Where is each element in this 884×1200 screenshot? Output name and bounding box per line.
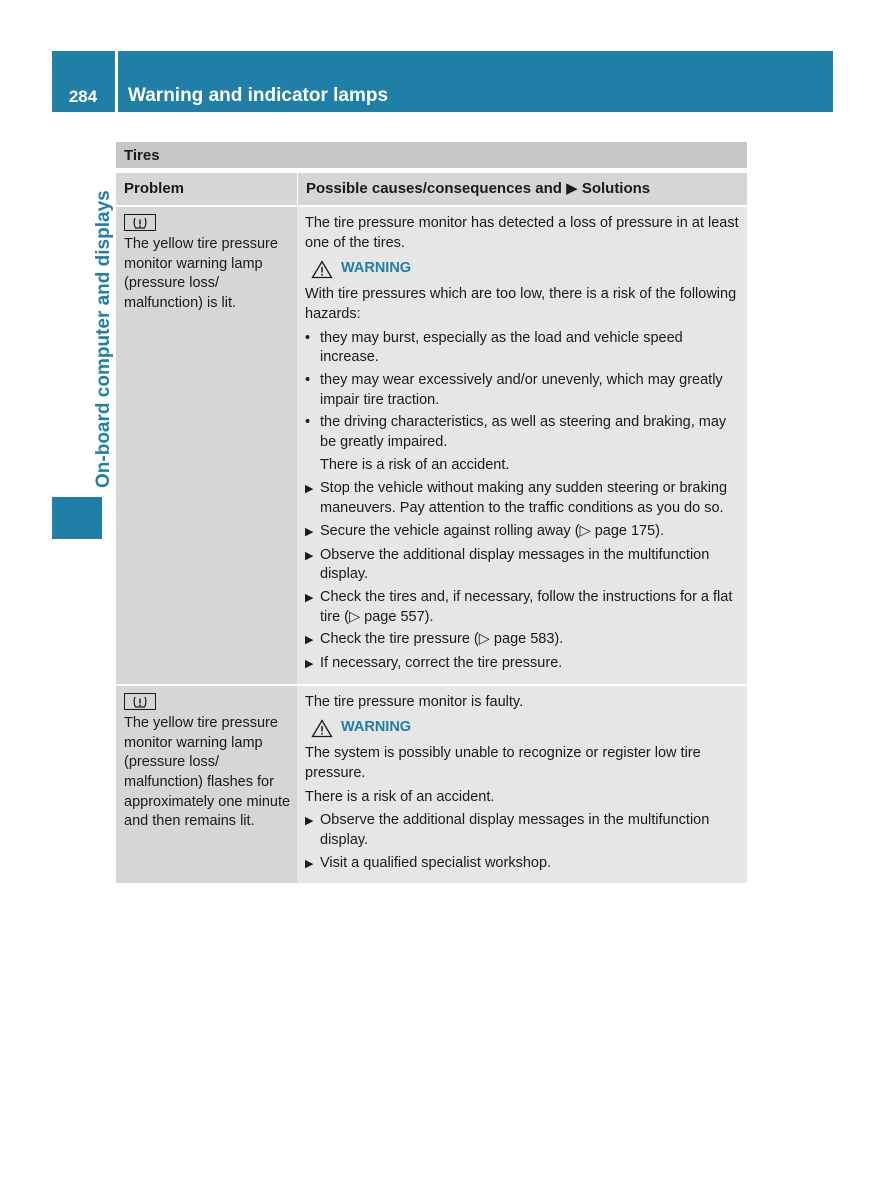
column-header-solution: Possible causes/consequences and ▶ Solutions — [297, 173, 747, 205]
cause-text: The tire pressure monitor has detected a loss of pressure in at least one of the tires. — [305, 215, 739, 251]
column-header-problem: Problem — [124, 180, 185, 197]
step-text: Stop the vehicle without making any sudden steering or braking maneuvers. Pay attention to the traffic conditions as you do so. — [320, 480, 728, 517]
warning-heading — [311, 259, 741, 279]
step-arrow-icon: ▶ — [305, 658, 314, 671]
tire-pressure-warning-icon — [124, 693, 156, 710]
header-divider — [115, 51, 118, 112]
step-text: Observe the additional display messages in the multifunction display. — [320, 546, 710, 583]
step-arrow-icon: ▶ — [305, 815, 314, 828]
step-text: Secure the vehicle against rolling away (▷ page 175). — [320, 522, 665, 539]
page-title: Warning and indicator lamps — [128, 85, 389, 106]
step-text: Check the tire pressure (▷ page 583). — [320, 631, 564, 648]
table-header-row — [116, 173, 747, 205]
risk-text: There is a risk of an accident. — [320, 456, 510, 473]
bullet-text: they may burst, especially as the load and vehicle speed increase. — [320, 329, 683, 366]
list-item: • they may burst, especially as the load and vehicle speed increase. — [305, 329, 741, 368]
warning-label: WARNING — [341, 260, 412, 277]
risk-text: There is a risk of an accident. — [305, 788, 495, 805]
warning-text: The system is possibly unable to recognize or register low tire pressure. — [305, 745, 701, 781]
bullet-text: they may wear excessively and/or unevenly, which may greatly impair tire traction. — [320, 371, 723, 408]
step-arrow-icon: ▶ — [305, 549, 314, 562]
problem-cell — [116, 686, 297, 884]
step-item — [305, 522, 741, 543]
bullet-text: the driving characteristics, as well as steering and braking, may be greatly impaired. — [320, 414, 727, 451]
warning-triangle-icon — [311, 260, 333, 279]
problem-cell — [116, 207, 297, 684]
step-item — [305, 588, 741, 627]
warning-text: With tire pressures which are too low, there is a risk of the following hazards: — [305, 286, 737, 322]
step-item — [305, 854, 741, 875]
solution-cell — [297, 207, 747, 684]
problem-text: The yellow tire pressure monitor warning lamp (pressure loss/ malfunction) flashes for approximately one minute and then remains lit. — [124, 714, 291, 830]
step-item — [305, 811, 741, 850]
page-number: 284 — [68, 87, 98, 106]
step-text: Check the tires and, if necessary, follow the instructions for a flat tire (▷ page 557). — [320, 588, 733, 625]
step-arrow-icon: ▶ — [305, 634, 314, 647]
step-item — [305, 630, 741, 651]
chapter-label: On-board computer and displays — [93, 190, 114, 488]
warning-label: WARNING — [341, 719, 412, 736]
solution-cell — [297, 686, 747, 884]
tires-table — [116, 142, 747, 883]
table-row — [116, 686, 747, 884]
list-item: • they may wear excessively and/or unevenly, which may greatly impair tire traction. — [305, 371, 741, 410]
list-item: • the driving characteristics, as well as steering and braking, may be greatly impaired. — [305, 413, 741, 452]
step-text: If necessary, correct the tire pressure. — [320, 655, 563, 672]
tire-pressure-warning-icon — [124, 214, 156, 231]
step-item — [305, 654, 741, 675]
step-arrow-icon: ▶ — [305, 525, 314, 538]
step-item — [305, 546, 741, 585]
step-arrow-icon: ▶ — [305, 857, 314, 870]
section-title: Tires — [116, 142, 747, 168]
warning-heading — [311, 718, 741, 738]
step-arrow-icon: ▶ — [305, 591, 314, 604]
step-item — [305, 479, 741, 518]
warning-triangle-icon — [311, 719, 333, 738]
step-text: Observe the additional display messages in the multifunction display. — [320, 812, 710, 848]
cause-text: The tire pressure monitor is faulty. — [305, 693, 524, 710]
step-arrow-icon: ▶ — [305, 483, 314, 496]
table-row — [116, 207, 747, 684]
problem-text: The yellow tire pressure monitor warning lamp (pressure loss/ malfunction) is lit. — [124, 236, 278, 312]
step-text: Visit a qualified specialist workshop. — [320, 854, 552, 871]
